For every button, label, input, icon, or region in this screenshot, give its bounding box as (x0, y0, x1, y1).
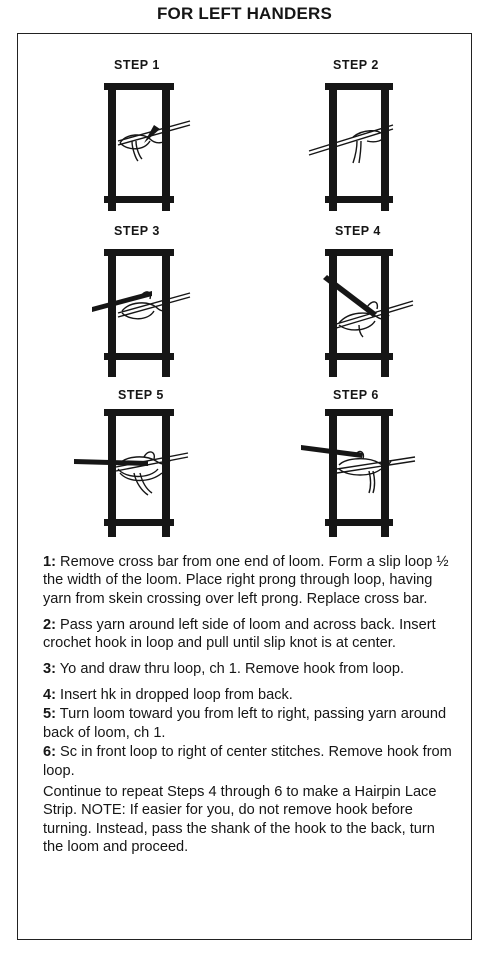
instruction-step-6: 6: Sc in front loop to right of center stitches. Remove hook from loop. (43, 744, 452, 779)
step-2-label: STEP 2 (333, 58, 379, 72)
instructions (43, 553, 453, 864)
step-6-label: STEP 6 (333, 388, 379, 402)
step-5-loom-illustration (104, 403, 190, 543)
instruction-step-5: 5: Turn loom toward you from left to right, passing yarn around back of loom, ch 1. (43, 706, 447, 741)
instruction-step-1: 1: Remove cross bar from one end of loom. Form a slip loop ½ the width of the loom. Place right prong through loop, having yarn from skein crossing over left prong. Replace cross bar. (43, 554, 449, 607)
instruction-step-2: 2: Pass yarn around left side of loom and across back. Insert crochet hook in loop and pull until slip knot is at center. (43, 616, 436, 652)
step-2-loom-illustration (323, 77, 409, 217)
step-3-loom-illustration (104, 243, 190, 383)
instruction-step-4: 4: Insert hk in dropped loop from back. (43, 686, 293, 703)
step-3-label: STEP 3 (114, 224, 160, 238)
step-1-label: STEP 1 (114, 58, 160, 72)
step-4-label: STEP 4 (335, 224, 381, 238)
step-6-loom-illustration (323, 403, 409, 543)
page-title: FOR LEFT HANDERS (156, 4, 333, 23)
instruction-continue-note: Continue to repeat Steps 4 through 6 to make a Hairpin Lace Strip. NOTE: If easier for you, do not remove hook before turning. Instead, pass the shank of the hook to the back, turn the loom and proceed. (43, 783, 437, 856)
step-5-label: STEP 5 (118, 388, 164, 402)
step-4-loom-illustration (323, 243, 409, 383)
instruction-step-3: 3: Yo and draw thru loop, ch 1. Remove hook from loop. (43, 661, 405, 678)
step-1-loom-illustration (104, 77, 190, 217)
